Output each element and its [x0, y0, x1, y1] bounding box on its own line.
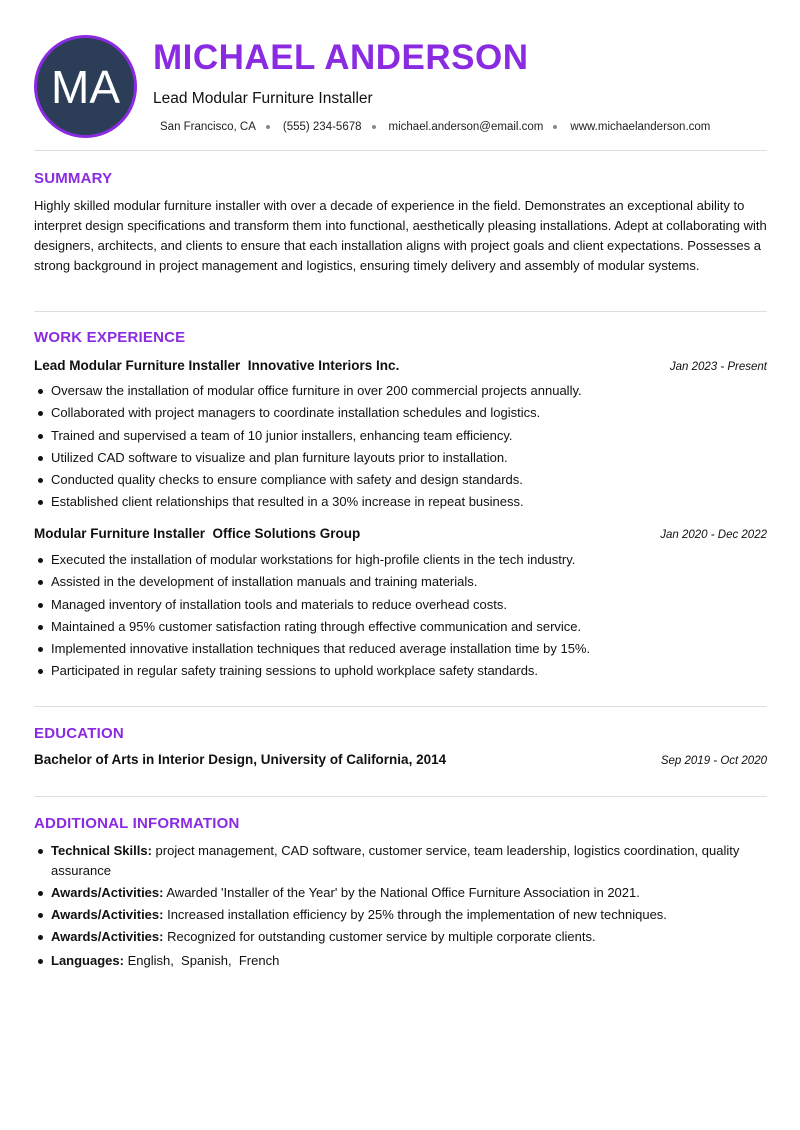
item-label: Awards/Activities: [51, 885, 164, 900]
item-text: Increased installation efficiency by 25% through the implementation of new techniques. [163, 907, 667, 922]
candidate-role: Lead Modular Furniture Installer [153, 90, 373, 107]
summary-title: SUMMARY [34, 170, 113, 187]
divider [34, 796, 767, 797]
education-title: EDUCATION [34, 725, 124, 742]
item-text: project management, CAD software, customer service, team leadership, logistics coordination, quality assurance [51, 843, 740, 878]
list-item: Utilized CAD software to visualize and plan furniture layouts prior to installation. [34, 447, 767, 469]
item-text: English, Spanish, French [123, 953, 280, 968]
list-item: Oversaw the installation of modular office furniture in over 200 commercial projects annually. [34, 380, 767, 402]
list-item: Implemented innovative installation techniques that reduced average installation time by 15%. [34, 638, 767, 660]
job-header [34, 358, 767, 373]
divider [34, 311, 767, 312]
list-item [34, 905, 767, 925]
contact-phone: (555) 234-5678 [282, 121, 362, 133]
contact-bar [160, 121, 710, 133]
item-label: Languages: [51, 953, 124, 968]
contact-location: San Francisco, CA [160, 121, 256, 133]
separator-dot [372, 125, 376, 129]
education-entry [34, 752, 767, 767]
divider [34, 706, 767, 707]
separator-dot [553, 125, 557, 129]
list-item [34, 841, 767, 881]
job-date: Jan 2023 - Present [669, 361, 767, 373]
contact-email[interactable]: michael.anderson@email.com [388, 121, 544, 133]
list-item: Trained and supervised a team of 10 junior installers, enhancing team efficiency. [34, 425, 767, 447]
list-item: Assisted in the development of installation manuals and training materials. [34, 571, 767, 593]
separator-dot [266, 125, 270, 129]
avatar-initials: MA [51, 60, 120, 113]
list-item: Collaborated with project managers to coordinate installation schedules and logistics. [34, 402, 767, 424]
summary-text: Highly skilled modular furniture installer with over a decade of experience in the field. Demonstrates an exceptional ability to interpret design specifications and transform them into functional, aesthetically pleasing installations. Adept at collaborating with designers, architects, and clients to ensure that each installation aligns with project goals and client expectations. Possesses a strong background in project management and logistics, ensuring timely delivery and assembly of modular systems. [34, 198, 767, 273]
additional-list [34, 841, 767, 973]
job-header [34, 526, 767, 541]
experience-title: WORK EXPERIENCE [34, 329, 186, 346]
list-item: Established client relationships that resulted in a 30% increase in repeat business. [34, 491, 767, 513]
candidate-name: MICHAEL ANDERSON [153, 38, 529, 77]
avatar [34, 35, 137, 138]
education-date: Sep 2019 - Oct 2020 [660, 755, 767, 767]
list-item: Executed the installation of modular workstations for high-profile clients in the tech industry. [34, 549, 767, 571]
job-title: Modular Furniture Installer Office Solutions Group [34, 526, 361, 541]
job-bullets [34, 549, 767, 683]
divider [34, 150, 767, 151]
item-label: Technical Skills: [51, 843, 152, 858]
list-item: Participated in regular safety training sessions to uphold workplace safety standards. [34, 660, 767, 682]
list-item: Managed inventory of installation tools and materials to reduce overhead costs. [34, 594, 767, 616]
contact-website[interactable]: www.michaelanderson.com [570, 121, 711, 133]
job-date: Jan 2020 - Dec 2022 [660, 529, 767, 541]
degree: Bachelor of Arts in Interior Design, University of California, 2014 [34, 752, 447, 767]
list-item: Conducted quality checks to ensure compliance with safety and design standards. [34, 469, 767, 491]
job-bullets [34, 380, 767, 514]
additional-title: ADDITIONAL INFORMATION [34, 815, 240, 832]
job-title: Lead Modular Furniture Installer Innovative Interiors Inc. [34, 358, 400, 373]
list-item [34, 883, 767, 903]
item-text: Recognized for outstanding customer service by multiple corporate clients. [163, 929, 596, 944]
list-item: Maintained a 95% customer satisfaction rating through effective communication and service. [34, 616, 767, 638]
list-item [34, 927, 767, 947]
list-item [34, 951, 767, 971]
item-text: Awarded 'Installer of the Year' by the National Office Furniture Association in 2021. [163, 885, 640, 900]
item-label: Awards/Activities: [51, 907, 164, 922]
item-label: Awards/Activities: [51, 929, 164, 944]
